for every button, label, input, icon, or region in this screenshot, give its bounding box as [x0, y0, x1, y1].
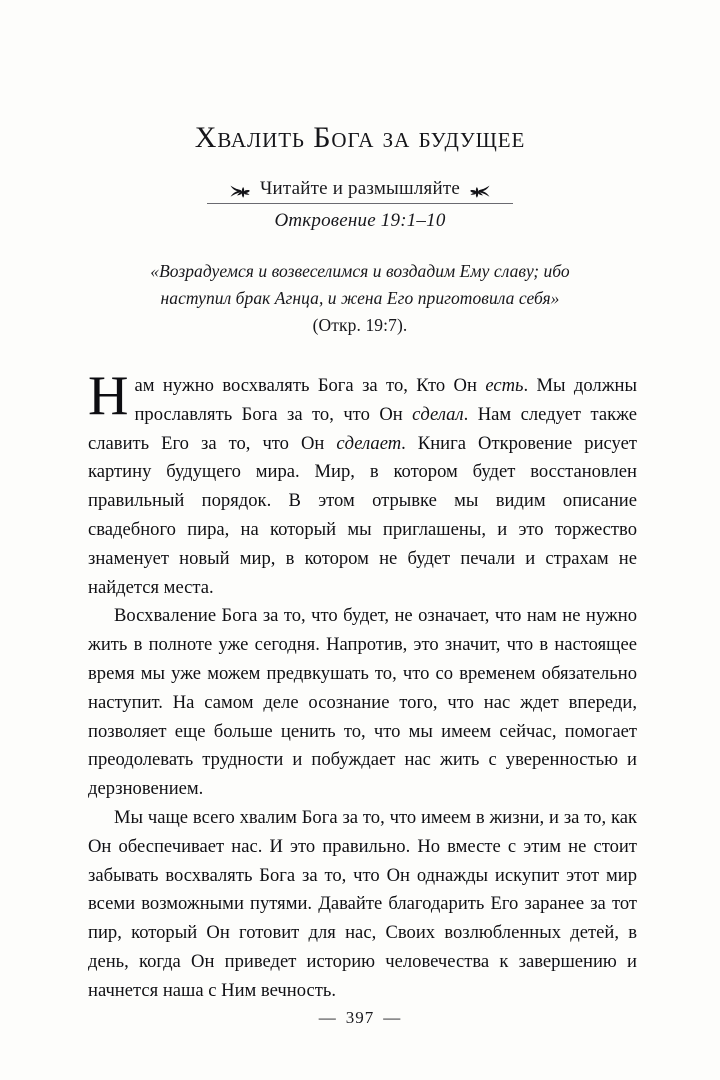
scripture-reference: Откровение 19:1–10	[274, 209, 446, 231]
page-number: 397	[345, 1008, 375, 1027]
paragraph-1-lead: ам нужно восхвалять Бога за то, Кто Он	[134, 375, 486, 396]
epigraph-reference: (Откр. 19:7).	[312, 315, 408, 336]
body-text	[88, 365, 637, 1006]
fleuron-leaf-right-icon	[469, 182, 491, 198]
page-folio	[0, 1008, 720, 1028]
read-and-reflect-section	[185, 178, 535, 232]
folio-dash-left: —	[318, 1008, 337, 1027]
epigraph-quote: «Возрадуемся и возвеселимся и воздадим Ему славу; ибо наступил брак Агнца, и жена Его приготовила себя»	[150, 261, 570, 308]
folio-dash-right: —	[383, 1008, 402, 1027]
epigraph-block	[118, 258, 602, 339]
page-title: Хвалить Бога за будущее	[194, 121, 526, 155]
emphasis-sdelaet: сделает	[336, 432, 402, 454]
paragraph-1	[88, 365, 637, 602]
heading-divider-rule	[207, 203, 513, 204]
paragraph-1-mid2: . Нам следует также славить Его за то, что Он	[88, 403, 637, 454]
paragraph-2: Восхваление Бога за то, что будет, не означает, что нам не нужно жить в полноте уже сегодня. Напротив, это значит, что в настоящее время мы уже можем предвкушать то, что со временем обязательно наступит. На самом деле осознание того, что нас ждет впереди, позволяет еще больше ценить то, что мы имеем сейчас, помогает преодолевать трудности и побуждает нас жить с уверенностью и дерзновением.	[88, 605, 637, 800]
emphasis-est: есть	[485, 375, 524, 396]
paragraph-1-mid1: . Мы должны прославлять Бога за то, что Он	[134, 375, 637, 425]
read-and-reflect-heading	[185, 178, 535, 200]
paragraph-3: Мы чаще всего хвалим Бога за то, что имеем в жизни, и за то, как Он обеспечивает нас. И это правильно. Но вместе с этим не стоит забывать восхвалять Бога за то, что Он однажды искупит этот мир всеми возможными путями. Давайте благодарить Его заранее за тот пир, который Он готовит для нас, Своих возлюбленных детей, в день, когда Он приведет историю человечества к завершению и начнется наша с Ним вечность.	[88, 806, 637, 1001]
paragraph-1-tail: . Книга Откровение рисует картину будущего мира. Мир, в котором будет восстановлен правильный порядок. В этом отрывке мы видим описание свадебного пира, на который мы приглашены, и это торжество знаменует новый мир, в котором не будет печали и страхам не найдется места.	[88, 432, 637, 598]
fleuron-leaf-left-icon	[229, 182, 251, 198]
read-and-reflect-label: Читайте и размышляйте	[260, 178, 460, 199]
drop-cap: Н	[88, 365, 129, 427]
emphasis-sdelal: сделал	[412, 403, 464, 425]
